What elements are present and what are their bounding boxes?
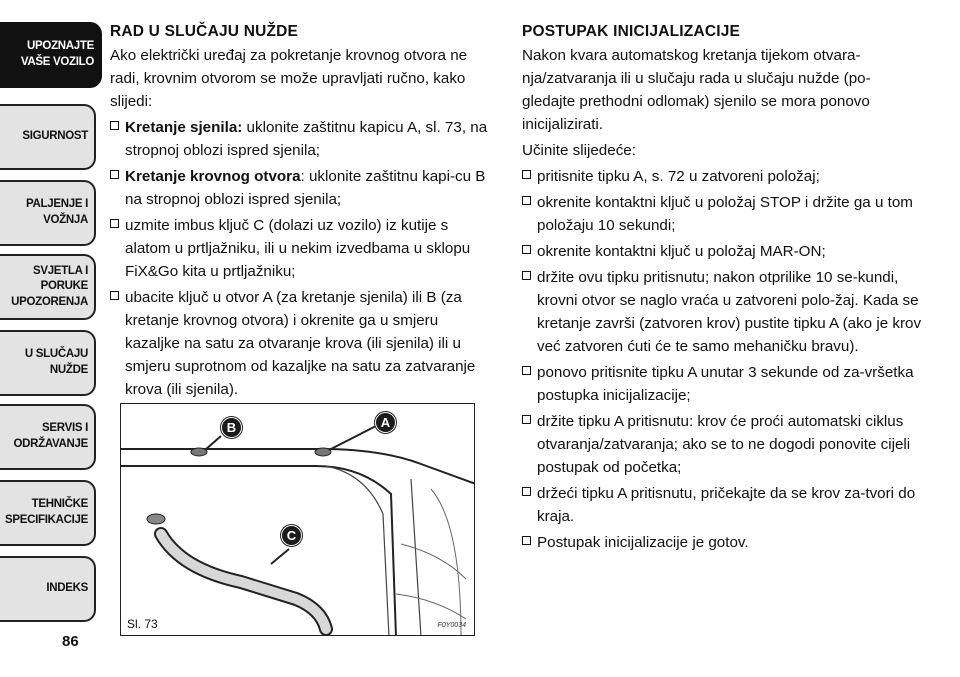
list-item: uzmite imbus ključ C (dolazi uz vozilo) iz kutije s alatom u prtljažniku, ili u nekim izvedbama u sklopu FiX&Go kita u prtljažniku; [110,214,495,283]
list-item: držite ovu tipku pritisnutu; nakon otprilike 10 se-kundi, krovni otvor se naglo vraća u zatvoreni polo-žaj. Kada se kretanje završi (zatvoren krov) pustite tipku A (ako je krov već zatvoren ćuti će te samo mehaničku bravu). [522,266,922,358]
chapter-sidebar [0,0,108,677]
initialization-steps-list [522,165,922,554]
figure-caption: Sl. 73 [127,617,158,631]
right-column [522,20,922,557]
section-heading-emergency: RAD U SLUČAJU NUŽDE [110,23,299,40]
intro-paragraph: Nakon kvara automatskog kretanja tijekom otvara-nja/zatvaranja ili u slučaju rada u slučaju nužde (po-gledajte prethodni odlomak) sjenilo se mora ponovo inicijalizirati. [522,47,871,133]
checkbox-bullet-icon [522,170,531,179]
tab-svjetla-i-poruke[interactable]: SVJETLA I PORUKE UPOZORENJA [0,254,96,320]
list-item: ponovo pritisnite tipku A unutar 3 sekunde od za-vršetka postupka inicijalizacije; [522,361,922,407]
tab-servis-i-odrzavanje[interactable]: SERVIS I ODRŽAVANJE [0,404,96,470]
page-number: 86 [62,633,79,650]
list-item: ubacite ključ u otvor A (za kretanje sjenila) ili B (za kretanje krovnog otvora) i okrenite ga u smjeru kazaljke na satu za otvaranje krova (ili sjenila) ili u smjeru suprotnom od kazaljke na satu za zatvaranje krova (ili sjenila). [110,286,495,401]
callout-c: C [281,525,302,546]
tab-sigurnost[interactable]: SIGURNOST [0,104,96,170]
checkbox-bullet-icon [110,219,119,228]
list-item: Kretanje krovnog otvora: uklonite zaštitnu kapi-cu B na stropnoj oblozi ispred sjenila; [110,165,495,211]
checkbox-bullet-icon [110,170,119,179]
checkbox-bullet-icon [522,415,531,424]
list-item: Postupak inicijalizacije je gotov. [522,531,922,554]
checkbox-bullet-icon [522,245,531,254]
list-item: okrenite kontaktni ključ u položaj MAR-ON; [522,240,922,263]
list-item: Kretanje sjenila: uklonite zaštitnu kapicu A, sl. 73, na stropnoj oblozi ispred sjenila; [110,116,495,162]
left-column [110,20,495,404]
checkbox-bullet-icon [522,487,531,496]
figure-code: F0Y0034 [437,622,466,629]
figure-sunroof-emergency [120,403,475,636]
intro-paragraph: Ako električki uređaj za pokretanje krovnog otvora ne radi, krovnim otvorom se može upravljati ručno, kako slijedi: [110,47,468,110]
tab-upoznajte-vase-vozilo[interactable]: UPOZNAJTE VAŠE VOZILO [0,22,102,88]
checkbox-bullet-icon [110,121,119,130]
checkbox-bullet-icon [522,366,531,375]
tab-u-slucaju-nuzde[interactable]: U SLUČAJU NUŽDE [0,330,96,396]
tab-paljenje-i-voznja[interactable]: PALJENJE I VOŽNJA [0,180,96,246]
list-item: držite tipku A pritisnutu: krov će proći automatski ciklus otvaranja/zatvaranja; ako se to ne dogodi ponovite cijeli postupak od početka; [522,410,922,479]
checkbox-bullet-icon [522,196,531,205]
section-heading-initialization: POSTUPAK INICIJALIZACIJE [522,23,741,40]
callout-b: B [221,417,242,438]
intro-steps-label: Učinite slijedeće: [522,142,636,159]
list-item: okrenite kontaktni ključ u položaj STOP i držite ga u tom položaju 10 sekundi; [522,191,922,237]
list-item: pritisnite tipku A, s. 72 u zatvoreni položaj; [522,165,922,188]
emergency-steps-list [110,116,495,401]
checkbox-bullet-icon [522,271,531,280]
list-item: držeći tipku A pritisnutu, pričekajte da se krov za-tvori do kraja. [522,482,922,528]
tab-tehnicke-specifikacije[interactable]: TEHNIČKE SPECIFIKACIJE [0,480,96,546]
checkbox-bullet-icon [522,536,531,545]
sunroof-illustration [121,404,475,636]
tab-indeks[interactable]: INDEKS [0,556,96,622]
callout-a: A [375,412,396,433]
checkbox-bullet-icon [110,291,119,300]
